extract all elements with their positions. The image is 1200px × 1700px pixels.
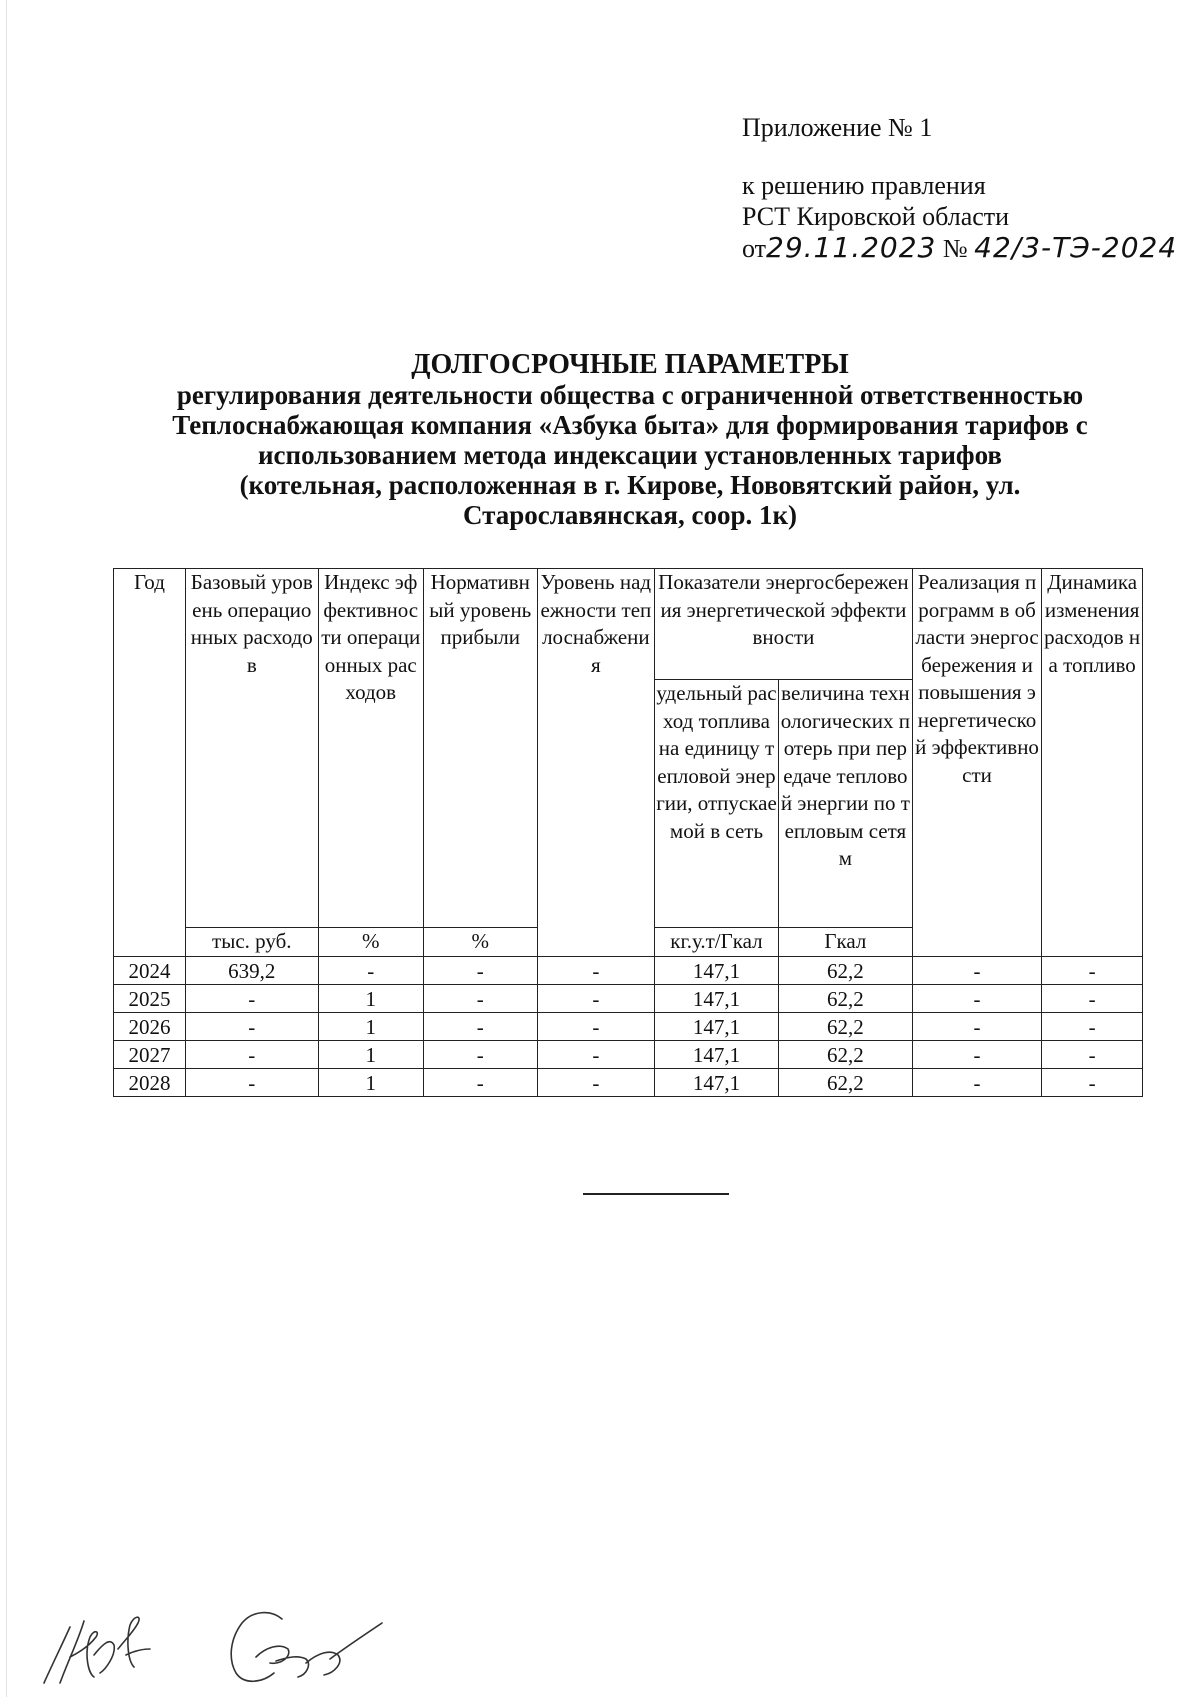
cell-profit-level: - [423, 1040, 537, 1068]
cell-tech-losses: 62,2 [778, 1068, 912, 1096]
cell-base-opex: - [185, 1068, 318, 1096]
decision-date-number [742, 232, 1177, 264]
cell-base-opex: - [185, 984, 318, 1012]
cell-reliability: - [537, 1012, 654, 1040]
cell-fuel-rate: 147,1 [655, 1040, 779, 1068]
cell-programs: - [912, 1012, 1041, 1040]
cell-year: 2028 [114, 1068, 186, 1096]
signature-drawing [30, 1565, 410, 1695]
cell-reliability: - [537, 1068, 654, 1096]
cell-reliability: - [537, 956, 654, 984]
header-fuel-dynamics: Динамика изменения расходов на топливо [1042, 569, 1143, 957]
cell-efficiency-index: 1 [318, 984, 423, 1012]
title-line: регулирования деятельности общества с ограниченной ответственностью [176, 380, 1084, 410]
header-profit-level: Нормативный уровень прибыли [423, 569, 537, 928]
cell-programs: - [912, 956, 1041, 984]
cell-tech-losses: 62,2 [778, 956, 912, 984]
cell-tech-losses: 62,2 [778, 1040, 912, 1068]
cell-programs: - [912, 984, 1041, 1012]
cell-year: 2027 [114, 1040, 186, 1068]
header-tech-losses: величина технологических потерь при передаче тепловой энергии по тепловым сетям [778, 680, 912, 928]
title-line: (котельная, расположенная в г. Кирове, Нововятский район, ул. [239, 470, 1021, 500]
header-base-opex: Базовый уровень операционных расходов [185, 569, 318, 928]
closing-rule [583, 1193, 729, 1195]
header-reliability: Уровень надежности теплоснабжения [537, 569, 654, 957]
cell-tech-losses: 62,2 [778, 984, 912, 1012]
table-row [114, 1068, 1143, 1096]
header-programs: Реализация программ в области энергосбережения и повышения энергетической эффективности [912, 569, 1041, 957]
unit-base-opex: тыс. руб. [185, 928, 318, 957]
cell-fuel-dynamics: - [1042, 956, 1143, 984]
cell-fuel-dynamics: - [1042, 1012, 1143, 1040]
cell-year: 2025 [114, 984, 186, 1012]
cell-year: 2024 [114, 956, 186, 984]
cell-fuel-dynamics: - [1042, 1068, 1143, 1096]
handwritten-number: 42/3-ТЭ-2024 [974, 231, 1178, 264]
cell-base-opex: - [185, 1012, 318, 1040]
cell-fuel-rate: 147,1 [655, 1068, 779, 1096]
unit-fuel-rate: кг.у.т/Гкал [655, 928, 779, 957]
signatures [30, 1565, 410, 1695]
table-row [114, 1012, 1143, 1040]
cell-fuel-rate: 147,1 [655, 984, 779, 1012]
title-main: ДОЛГОСРОЧНЫЕ ПАРАМЕТРЫ [411, 349, 849, 380]
cell-tech-losses: 62,2 [778, 1012, 912, 1040]
appendix-header [742, 112, 1177, 264]
cell-programs: - [912, 1068, 1041, 1096]
header-year: Год [114, 569, 186, 957]
cell-profit-level: - [423, 1068, 537, 1096]
cell-efficiency-index: 1 [318, 1012, 423, 1040]
cell-profit-level: - [423, 956, 537, 984]
cell-programs: - [912, 1040, 1041, 1068]
cell-fuel-rate: 147,1 [655, 956, 779, 984]
parameters-table [113, 568, 1143, 1097]
cell-year: 2026 [114, 1012, 186, 1040]
title-line: Теплоснабжающая компания «Азбука быта» для формирования тарифов с [172, 410, 1088, 440]
header-efficiency-index: Индекс эффективности операционных расходов [318, 569, 423, 928]
cell-fuel-rate: 147,1 [655, 1012, 779, 1040]
cell-reliability: - [537, 984, 654, 1012]
number-sign: № [942, 234, 968, 263]
table-row [114, 984, 1143, 1012]
cell-efficiency-index: - [318, 956, 423, 984]
document-title [110, 350, 1150, 530]
cell-base-opex: 639,2 [185, 956, 318, 984]
table-row [114, 1040, 1143, 1068]
cell-fuel-dynamics: - [1042, 1040, 1143, 1068]
cell-base-opex: - [185, 1040, 318, 1068]
title-line: использованием метода индексации установленных тарифов [258, 440, 1002, 470]
cell-fuel-dynamics: - [1042, 984, 1143, 1012]
authority-name: РСТ Кировской области [742, 202, 1010, 231]
cell-profit-level: - [423, 1012, 537, 1040]
title-line: Старославянская, соор. 1к) [462, 500, 798, 530]
signature-1 [44, 1617, 150, 1683]
appendix-label: Приложение № 1 [742, 113, 933, 142]
header-row-top [114, 569, 1143, 680]
header-fuel-rate: удельный расход топлива на единицу тепловой энергии, отпускаемой в сеть [655, 680, 779, 928]
unit-profit-level: % [423, 928, 537, 957]
cell-efficiency-index: 1 [318, 1040, 423, 1068]
handwritten-date: 29.11.2023 [766, 231, 937, 264]
date-prefix: от [742, 234, 767, 263]
cell-efficiency-index: 1 [318, 1068, 423, 1096]
header-energy-indicators: Показатели энергосбережения энергетической эффективности [655, 569, 913, 680]
signature-2 [231, 1613, 382, 1682]
cell-profit-level: - [423, 984, 537, 1012]
unit-efficiency-index: % [318, 928, 423, 957]
decision-reference: к решению правления [742, 171, 986, 200]
cell-reliability: - [537, 1040, 654, 1068]
unit-tech-losses: Гкал [778, 928, 912, 957]
scan-edge [6, 0, 7, 1697]
table-row [114, 956, 1143, 984]
